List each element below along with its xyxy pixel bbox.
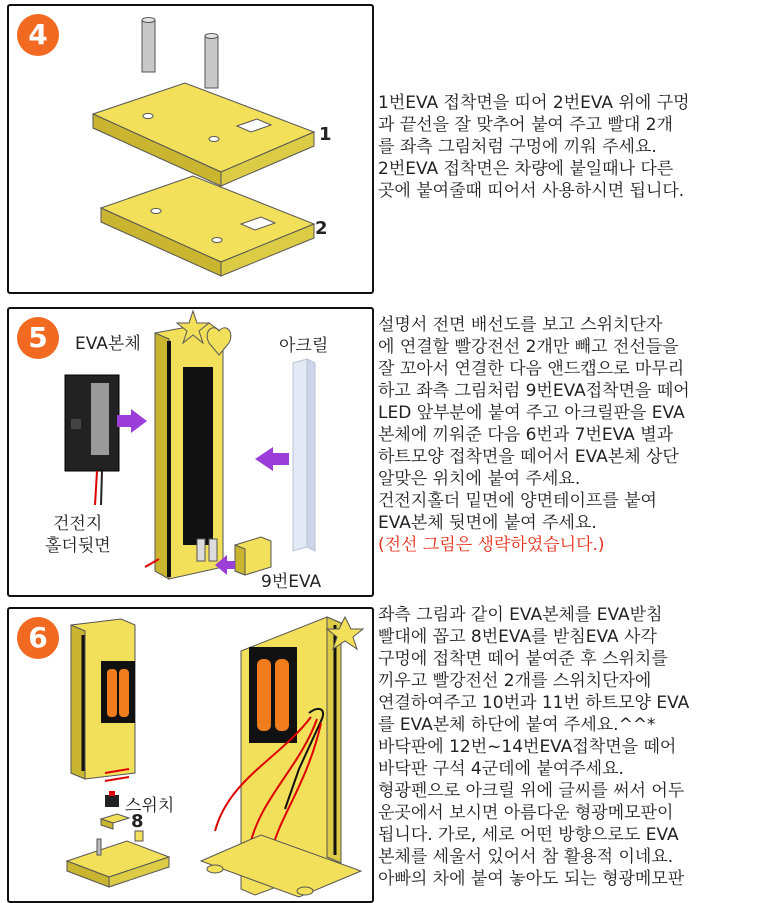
instruction-line: 하트모양 접착면을 떼어서 EVA본체 상단	[378, 447, 679, 467]
label-9-eva: 9번EVA	[261, 572, 322, 592]
part-label-1: 1	[319, 124, 332, 145]
instruction-line: 좌측 그림과 같이 EVA본체를 EVA받침	[378, 605, 663, 625]
instruction-line: 끼우고 빨강전선 2개를 스위치단자에	[378, 671, 652, 691]
instruction-line: 연결하여주고 10번과 11번 하트모양 EVA	[378, 693, 690, 713]
instruction-line: 를 좌측 그림처럼 구멍에 끼워 주세요.	[378, 137, 657, 157]
step-4-illustration	[9, 6, 372, 292]
step-number-badge: 5	[17, 317, 59, 359]
part-label-8: 8	[131, 811, 144, 832]
instruction-line: 알맞은 위치에 붙여 주세요.	[378, 469, 581, 489]
label-battery-holder-2: 홀더뒷면	[45, 536, 111, 556]
instruction-line: 빨대에 꼽고 8번EVA를 받침EVA 사각	[378, 627, 657, 647]
label-eva-body: EVA본체	[75, 334, 141, 354]
step-5-instructions	[378, 314, 758, 556]
instruction-line: EVA본체 뒷면에 붙여 주세요.	[378, 513, 597, 533]
step-5-panel	[7, 307, 374, 597]
instruction-line: 바닥판에 12번~14번EVA접착면을 떼어	[378, 737, 677, 757]
step-number-badge: 4	[17, 14, 59, 56]
instruction-line: 됩니다. 가로, 세로 어떤 방향으로도 EVA	[378, 825, 679, 845]
instruction-line: 본체에 끼워준 다음 6번과 7번EVA 별과	[378, 425, 674, 445]
instruction-line: 바닥판 구석 4군데에 붙여주세요.	[378, 759, 624, 779]
instruction-line: 아빠의 차에 붙여 놓아도 되는 형광메모판	[378, 869, 685, 889]
step-4-instructions	[378, 92, 758, 202]
instruction-line: 를 EVA본체 하단에 붙여 주세요.^^*	[378, 715, 656, 735]
step-6-illustration	[9, 609, 372, 901]
part-label-2: 2	[315, 218, 328, 239]
step-6-panel	[7, 607, 374, 903]
instruction-line: 1번EVA 접착면을 띠어 2번EVA 위에 구멍	[378, 93, 690, 113]
step-4-panel	[7, 4, 374, 294]
instruction-line: 건전지홀더 밑면에 양면테이프를 붙여	[378, 491, 657, 511]
instruction-line: 2번EVA 접착면은 차량에 붙일때나 다른	[378, 159, 674, 179]
instruction-line: LED 앞부분에 붙여 주고 아크릴판을 EVA	[378, 403, 685, 423]
instruction-line: 형광펜으로 아크릴 위에 글씨를 써서 어두	[378, 781, 685, 801]
label-acrylic: 아크릴	[279, 336, 329, 356]
label-battery-holder-1: 건전지	[53, 514, 103, 534]
instruction-line: 구멍에 접착면 떼어 붙여준 후 스위치를	[378, 649, 668, 669]
step-6-instructions	[378, 604, 758, 890]
instruction-line: 에 연결할 빨강전선 2개만 빼고 전선들을	[378, 337, 679, 357]
instruction-line: 설명서 전면 배선도를 보고 스위치단자	[378, 315, 663, 335]
instruction-line: 잘 꼬아서 연결한 다음 앤드캡으로 마무리	[378, 359, 685, 379]
instruction-line: 하고 좌측 그림처럼 9번EVA접착면을 떼어	[378, 381, 690, 401]
omitted-wiring-note: (전선 그림은 생략하였습니다.)	[378, 535, 605, 555]
instruction-line: 과 끝선을 잘 맞추어 붙여 주고 빨대 2개	[378, 115, 673, 135]
label-switch: 스위치	[125, 796, 175, 816]
step-number-badge: 6	[17, 617, 59, 659]
instruction-line: 곳에 붙여줄때 띠어서 사용하시면 됩니다.	[378, 181, 685, 201]
instruction-line: 운곳에서 보시면 아름다운 형광메모판이	[378, 803, 674, 823]
instruction-line: 본체를 세울서 있어서 참 활용적 이네요.	[378, 847, 674, 867]
